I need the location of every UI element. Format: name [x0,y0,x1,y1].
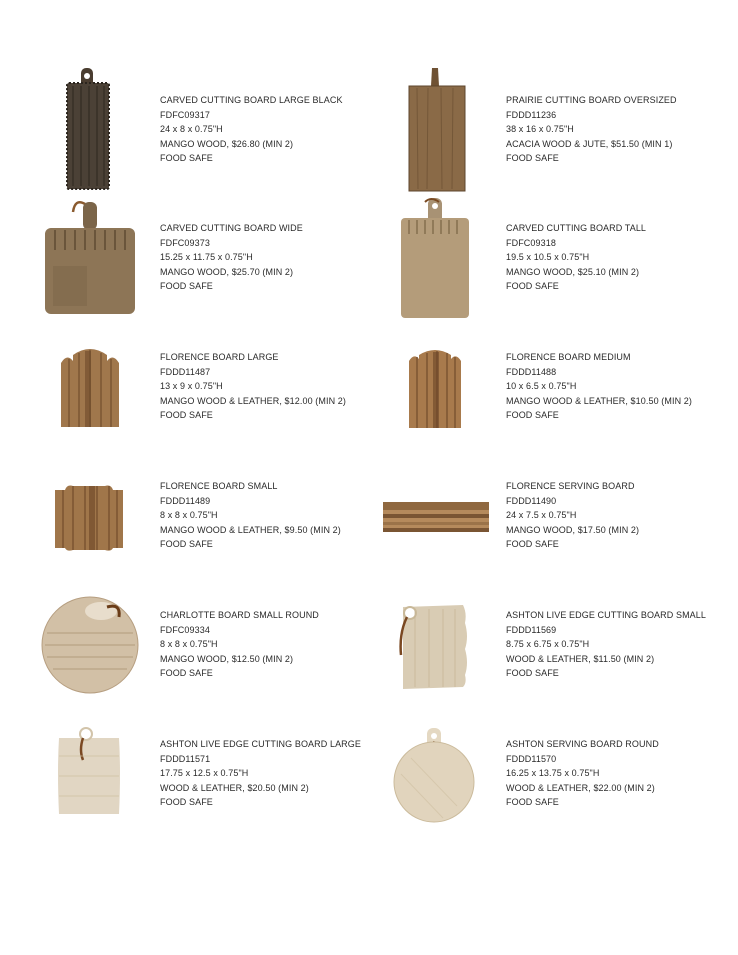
product-sku: FDDD11571 [160,753,211,764]
product-name: ASHTON LIVE EDGE CUTTING BOARD SMALL [506,610,706,620]
ashton-board-large-image [35,712,145,832]
product-dimensions: 13 x 9 x 0.75"H [160,381,223,391]
product-name: CARVED CUTTING BOARD WIDE [160,223,303,233]
product-dimensions: 19.5 x 10.5 x 0.75"H [506,252,590,262]
product-item [381,196,738,316]
product-item [35,583,395,703]
florence-board-large-image [35,325,145,445]
product-name: FLORENCE BOARD MEDIUM [506,352,631,362]
product-note: FOOD SAFE [160,668,213,678]
florence-board-medium-image [381,325,491,445]
product-dimensions: 8.75 x 6.75 x 0.75"H [506,639,590,649]
product-item [35,454,395,574]
product-name: PRAIRIE CUTTING BOARD OVERSIZED [506,95,677,105]
product-dimensions: 8 x 8 x 0.75"H [160,639,218,649]
product-dimensions: 16.25 x 13.75 x 0.75"H [506,768,600,778]
product-name: ASHTON LIVE EDGE CUTTING BOARD LARGE [160,739,361,749]
charlotte-board-round-image [35,583,145,703]
product-note: FOOD SAFE [506,281,559,291]
product-sku: FDFC09318 [506,237,556,248]
product-sku: FDDD11490 [506,495,557,506]
product-item [381,325,738,445]
product-material-price: MANGO WOOD, $25.10 (MIN 2) [506,266,640,277]
product-name: FLORENCE BOARD LARGE [160,352,279,362]
product-material-price: WOOD & LEATHER, $11.50 (MIN 2) [506,653,655,664]
florence-serving-board-image [381,454,491,574]
product-note: FOOD SAFE [160,797,213,807]
product-note: FOOD SAFE [160,281,213,291]
carved-board-wide-image [35,196,145,316]
product-dimensions: 15.25 x 11.75 x 0.75"H [160,252,253,262]
product-sku: FDDD11489 [160,495,211,506]
carved-board-black-image [35,68,145,188]
product-name: CHARLOTTE BOARD SMALL ROUND [160,610,319,620]
product-item [381,454,738,574]
product-item [381,583,738,703]
product-dimensions: 8 x 8 x 0.75"H [160,510,218,520]
product-item [35,712,395,832]
product-material-price: MANGO WOOD, $26.80 (MIN 2) [160,138,294,149]
product-note: FOOD SAFE [506,797,559,807]
product-note: FOOD SAFE [160,153,213,163]
product-material-price: WOOD & LEATHER, $22.00 (MIN 2) [506,782,655,793]
product-dimensions: 17.75 x 12.5 x 0.75"H [160,768,249,778]
product-note: FOOD SAFE [506,539,559,549]
product-sku: FDDD11236 [506,109,557,120]
ashton-board-small-image [381,583,491,703]
product-material-price: MANGO WOOD & LEATHER, $9.50 (MIN 2) [160,524,341,535]
prairie-board-image [381,68,491,188]
product-item [35,325,395,445]
product-sku: FDDD11569 [506,624,557,635]
product-note: FOOD SAFE [506,153,559,163]
product-name: FLORENCE SERVING BOARD [506,481,635,491]
product-material-price: MANGO WOOD, $17.50 (MIN 2) [506,524,640,535]
product-note: FOOD SAFE [506,668,559,678]
product-sku: FDDD11488 [506,366,557,377]
product-material-price: MANGO WOOD, $25.70 (MIN 2) [160,266,294,277]
product-name: ASHTON SERVING BOARD ROUND [506,739,659,749]
product-note: FOOD SAFE [506,410,559,420]
product-material-price: ACACIA WOOD & JUTE, $51.50 (MIN 1) [506,138,673,149]
ashton-board-round-image [381,712,491,832]
product-note: FOOD SAFE [160,410,213,420]
product-item [35,68,395,188]
product-sku: FDDD11570 [506,753,557,764]
product-sku: FDFC09373 [160,237,210,248]
product-sku: FDFC09334 [160,624,210,635]
product-name: FLORENCE BOARD SMALL [160,481,278,491]
product-dimensions: 24 x 8 x 0.75"H [160,124,223,134]
product-material-price: MANGO WOOD, $12.50 (MIN 2) [160,653,294,664]
florence-board-small-image [35,454,145,574]
product-material-price: MANGO WOOD & LEATHER, $10.50 (MIN 2) [506,395,692,406]
carved-board-tall-image [381,196,491,316]
product-item [381,712,738,832]
product-dimensions: 10 x 6.5 x 0.75"H [506,381,577,391]
product-sku: FDFC09317 [160,109,210,120]
product-name: CARVED CUTTING BOARD TALL [506,223,647,233]
product-material-price: WOOD & LEATHER, $20.50 (MIN 2) [160,782,309,793]
product-item [35,196,395,316]
product-material-price: MANGO WOOD & LEATHER, $12.00 (MIN 2) [160,395,346,406]
product-sku: FDDD11487 [160,366,211,377]
product-item [381,68,738,188]
product-dimensions: 38 x 16 x 0.75"H [506,124,574,134]
product-note: FOOD SAFE [160,539,213,549]
product-name: CARVED CUTTING BOARD LARGE BLACK [160,95,343,105]
product-dimensions: 24 x 7.5 x 0.75"H [506,510,577,520]
